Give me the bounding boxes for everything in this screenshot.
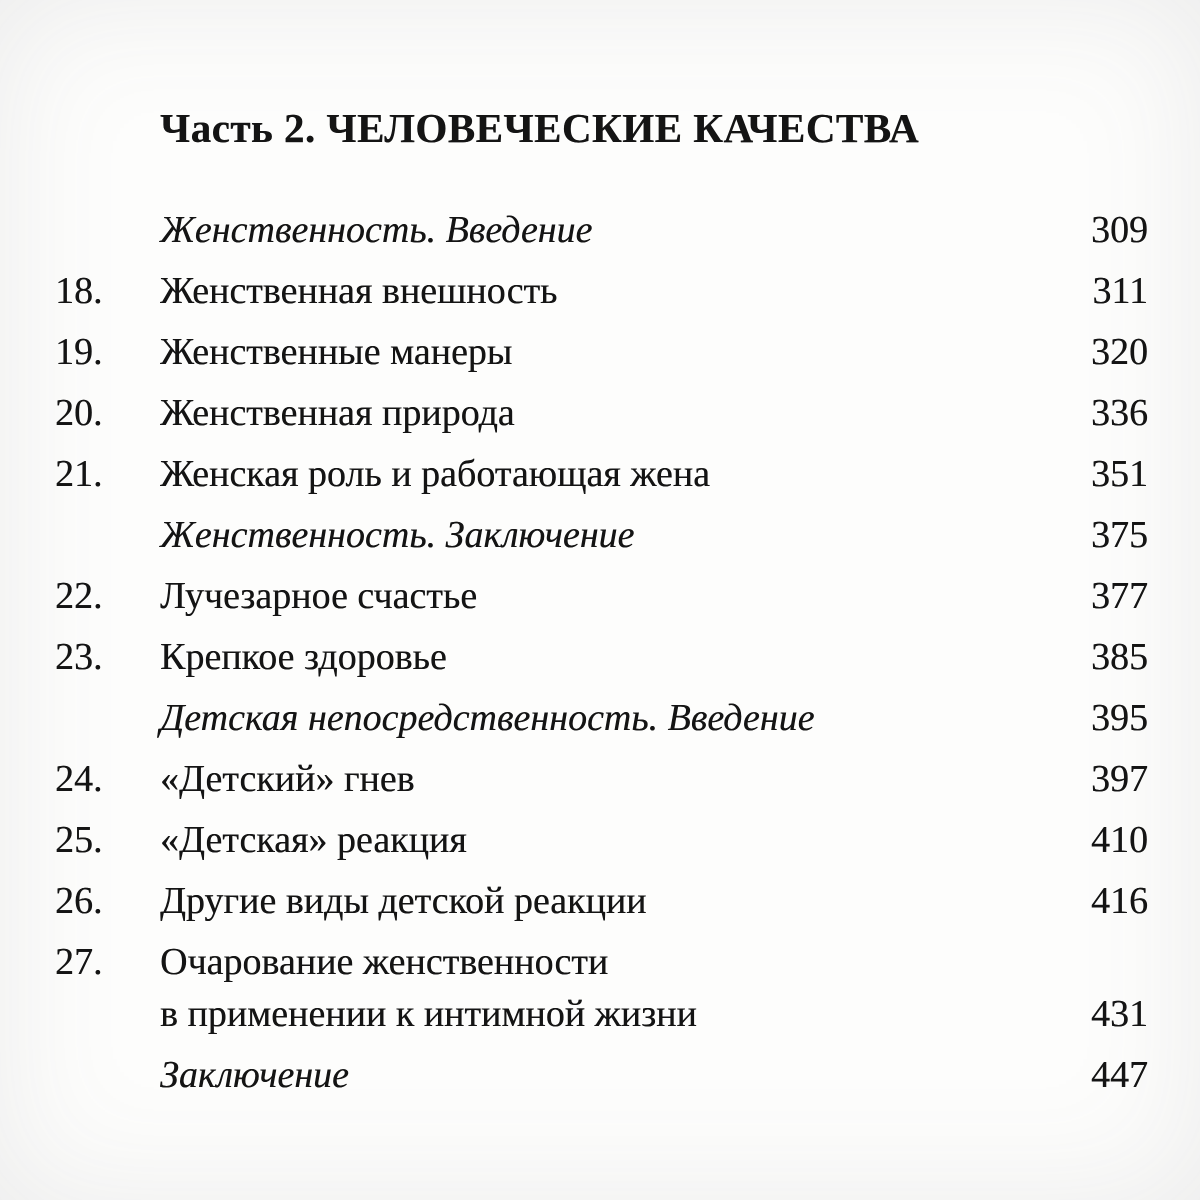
chapter-number: 22. (55, 575, 103, 617)
chapter-title: Женственность. Заключение (160, 514, 635, 556)
chapter-title: «Детский» гнев (160, 758, 415, 800)
page-number: 395 (1091, 697, 1148, 739)
page-number: 431 (1091, 993, 1148, 1035)
chapter-title: Женственные манеры (160, 331, 513, 373)
toc-row (55, 570, 1148, 622)
chapter-title: Женственная внешность (160, 270, 558, 312)
page-number: 377 (1091, 575, 1148, 617)
chapter-number: 24. (55, 758, 103, 800)
chapter-title: Женская роль и работающая жена (160, 453, 710, 495)
chapter-number: 20. (55, 392, 103, 434)
page-number: 410 (1091, 819, 1148, 861)
chapter-number: 21. (55, 453, 103, 495)
chapter-number: 18. (55, 270, 103, 312)
page-number: 447 (1091, 1054, 1148, 1096)
chapter-number: 19. (55, 331, 103, 373)
page-number: 375 (1091, 514, 1148, 556)
toc-row (55, 1049, 1148, 1101)
toc-row (55, 509, 1148, 561)
page-number: 351 (1091, 453, 1148, 495)
chapter-number: 23. (55, 636, 103, 678)
part-title: Часть 2. ЧЕЛОВЕЧЕСКИЕ КАЧЕСТВА (160, 105, 920, 151)
chapter-title: Другие виды детской реакции (160, 880, 647, 922)
toc-row (55, 936, 1148, 1040)
toc-row (55, 326, 1148, 378)
toc-list (55, 204, 1148, 1101)
toc-row (55, 265, 1148, 317)
toc-row (55, 387, 1148, 439)
chapter-number: 26. (55, 880, 103, 922)
page-number: 309 (1091, 209, 1148, 251)
page-number: 311 (1092, 270, 1148, 312)
page-number: 416 (1091, 880, 1148, 922)
toc-row (55, 448, 1148, 500)
toc-row (55, 753, 1148, 805)
chapter-title: Крепкое здоровье (160, 636, 447, 678)
page-number: 385 (1091, 636, 1148, 678)
toc-row (55, 631, 1148, 683)
toc-row (55, 814, 1148, 866)
chapter-title: «Детская» реакция (160, 819, 467, 861)
chapter-title: Женственная природа (160, 392, 515, 434)
page-number: 336 (1091, 392, 1148, 434)
page-number: 320 (1091, 331, 1148, 373)
chapter-title: Заключение (160, 1054, 349, 1096)
toc-row (55, 204, 1148, 256)
toc-row (55, 692, 1148, 744)
toc-row (55, 875, 1148, 927)
page-number: 397 (1091, 758, 1148, 800)
chapter-title: Детская непосредственность. Введение (160, 697, 815, 739)
chapter-number: 27. (55, 941, 103, 983)
chapter-title: Очарование женственности в применении к интимной жизни (160, 941, 697, 1035)
chapter-title: Лучезарное счастье (160, 575, 478, 617)
chapter-number: 25. (55, 819, 103, 861)
chapter-title: Женственность. Введение (160, 209, 593, 251)
